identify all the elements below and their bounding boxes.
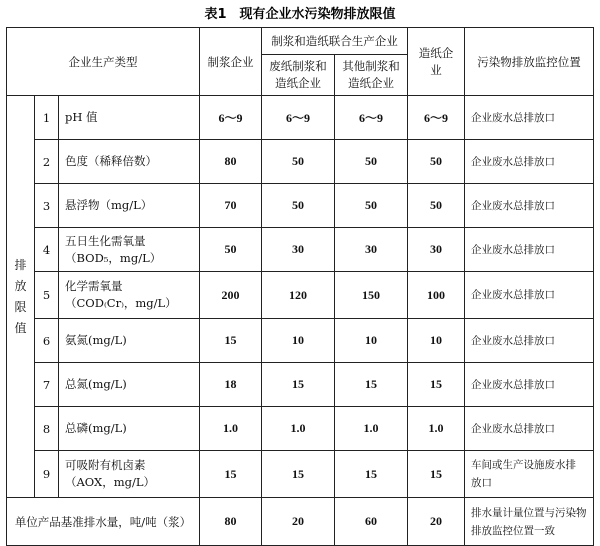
waste-paper-value: 50 xyxy=(262,184,335,228)
row-number: 9 xyxy=(35,451,59,498)
row-number: 1 xyxy=(35,96,59,140)
header-row-1 xyxy=(7,28,594,55)
paper-value: 15 xyxy=(408,451,465,498)
other-value: 15 xyxy=(335,363,408,407)
row-number: 6 xyxy=(35,319,59,363)
monitor-location: 企业废水总排放口 xyxy=(465,228,594,272)
pollutant-item: 可吸附有机卤素 （AOX，mg/L） xyxy=(59,451,200,498)
paper-value: 6～9 xyxy=(408,96,465,140)
footer-paper: 20 xyxy=(408,498,465,546)
waste-paper-value: 10 xyxy=(262,319,335,363)
pollutant-item: 五日生化需氧量 （BOD₅，mg/L） xyxy=(59,228,200,272)
table-title: 表1 现有企业水污染物排放限值 xyxy=(204,7,396,22)
table-row xyxy=(7,140,594,184)
header-other: 其他制浆和 造纸企业 xyxy=(335,55,408,96)
footer-row xyxy=(7,498,594,546)
pulp-value: 200 xyxy=(200,272,262,319)
monitor-location: 企业废水总排放口 xyxy=(465,272,594,319)
monitor-location: 企业废水总排放口 xyxy=(465,319,594,363)
row-number: 8 xyxy=(35,407,59,451)
header-type: 企业生产类型 xyxy=(7,28,200,96)
table-row xyxy=(7,228,594,272)
waste-paper-value: 1.0 xyxy=(262,407,335,451)
paper-value: 30 xyxy=(408,228,465,272)
paper-value: 50 xyxy=(408,140,465,184)
table-row xyxy=(7,407,594,451)
footer-other: 60 xyxy=(335,498,408,546)
other-value: 50 xyxy=(335,184,408,228)
table-row xyxy=(7,272,594,319)
paper-value: 50 xyxy=(408,184,465,228)
emission-limits-table xyxy=(6,27,594,546)
other-value: 150 xyxy=(335,272,408,319)
paper-value: 100 xyxy=(408,272,465,319)
waste-paper-value: 120 xyxy=(262,272,335,319)
monitor-location: 企业废水总排放口 xyxy=(465,140,594,184)
table-row xyxy=(7,363,594,407)
pulp-value: 18 xyxy=(200,363,262,407)
pollutant-item: pH 值 xyxy=(59,96,200,140)
other-value: 50 xyxy=(335,140,408,184)
footer-pulp: 80 xyxy=(200,498,262,546)
waste-paper-value: 15 xyxy=(262,363,335,407)
header-combined: 制浆和造纸联合生产企业 xyxy=(262,28,408,55)
row-number: 5 xyxy=(35,272,59,319)
header-paper: 造纸企 业 xyxy=(408,28,465,96)
pollutant-item: 总氮(mg/L) xyxy=(59,363,200,407)
waste-paper-value: 30 xyxy=(262,228,335,272)
other-value: 10 xyxy=(335,319,408,363)
pulp-value: 15 xyxy=(200,319,262,363)
table-row xyxy=(7,96,594,140)
header-pulp: 制浆企业 xyxy=(200,28,262,96)
pulp-value: 80 xyxy=(200,140,262,184)
other-value: 1.0 xyxy=(335,407,408,451)
waste-paper-value: 6～9 xyxy=(262,96,335,140)
footer-location: 排水量计量位置与污染物 排放监控位置一致 xyxy=(465,498,594,546)
monitor-location: 车间或生产设施废水排 放口 xyxy=(465,451,594,498)
other-value: 6～9 xyxy=(335,96,408,140)
waste-paper-value: 50 xyxy=(262,140,335,184)
row-number: 2 xyxy=(35,140,59,184)
other-value: 15 xyxy=(335,451,408,498)
footer-waste-paper: 20 xyxy=(262,498,335,546)
monitor-location: 企业废水总排放口 xyxy=(465,96,594,140)
paper-value: 10 xyxy=(408,319,465,363)
table-row xyxy=(7,184,594,228)
table-row xyxy=(7,319,594,363)
header-location: 污染物排放监控位置 xyxy=(465,28,594,96)
other-value: 30 xyxy=(335,228,408,272)
row-number: 7 xyxy=(35,363,59,407)
pulp-value: 70 xyxy=(200,184,262,228)
row-number: 3 xyxy=(35,184,59,228)
footer-label: 单位产品基准排水量，吨/吨（浆） xyxy=(7,498,200,546)
paper-value: 15 xyxy=(408,363,465,407)
monitor-location: 企业废水总排放口 xyxy=(465,184,594,228)
pulp-value: 15 xyxy=(200,451,262,498)
side-label: 排 放 限 值 xyxy=(7,96,35,498)
row-number: 4 xyxy=(35,228,59,272)
waste-paper-value: 15 xyxy=(262,451,335,498)
pollutant-item: 悬浮物（mg/L） xyxy=(59,184,200,228)
pollutant-item: 总磷(mg/L) xyxy=(59,407,200,451)
monitor-location: 企业废水总排放口 xyxy=(465,363,594,407)
pulp-value: 1.0 xyxy=(200,407,262,451)
pollutant-item: 氨氮(mg/L) xyxy=(59,319,200,363)
table-row xyxy=(7,451,594,498)
pulp-value: 6～9 xyxy=(200,96,262,140)
pollutant-item: 化学需氧量 （COD₍Cr₎，mg/L） xyxy=(59,272,200,319)
pulp-value: 50 xyxy=(200,228,262,272)
paper-value: 1.0 xyxy=(408,407,465,451)
monitor-location: 企业废水总排放口 xyxy=(465,407,594,451)
header-waste-paper: 废纸制浆和 造纸企业 xyxy=(262,55,335,96)
pollutant-item: 色度（稀释倍数） xyxy=(59,140,200,184)
